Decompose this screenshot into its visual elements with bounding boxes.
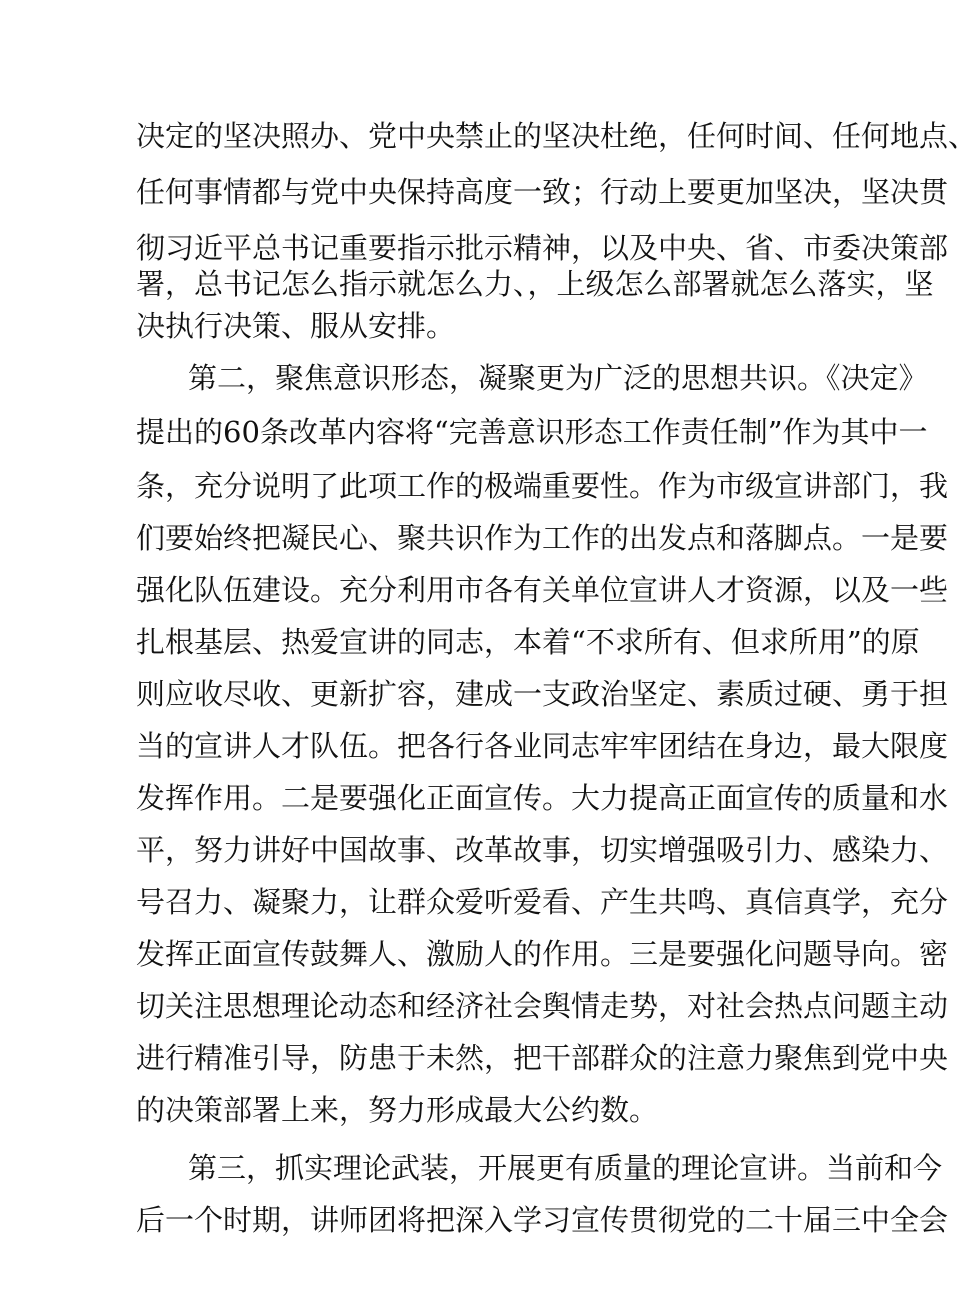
text-line-11: 扎根基层、热爱宣讲的同志，本着“不求所有、但求所用”的原 [136, 625, 920, 659]
text-line-14: 发挥作用。二是要强化正面宣传。大力提高正面宣传的质量和水 [136, 781, 949, 815]
text-line-19: 进行精准引导，防患于未然，把干部群众的注意力聚焦到党中央 [136, 1041, 949, 1075]
text-line-20: 的决策部署上来，努力形成最大公约数。 [136, 1093, 659, 1127]
text-line-7: 提出的60条改革内容将“完善意识形态工作责任制”作为其中一 [136, 415, 928, 449]
text-line-17: 发挥正面宣传鼓舞人、激励人的作用。三是要强化问题导向。密 [136, 937, 949, 971]
text-line-10: 强化队伍建设。充分利用市各有关单位宣讲人才资源，以及一些 [136, 573, 949, 607]
text-line-13: 当的宣讲人才队伍。把各行各业同志牢牢团结在身边，最大限度 [136, 729, 949, 763]
text-line-8: 条，充分说明了此项工作的极端重要性。作为市级宣讲部门，我 [136, 469, 949, 503]
text-line-12: 则应收尽收、更新扩容，建成一支政治坚定、素质过硬、勇于担 [136, 677, 949, 711]
text-line-9: 们要始终把凝民心、聚共识作为工作的出发点和落脚点。一是要 [136, 521, 949, 555]
text-line-2: 任何事情都与党中央保持高度一致；行动上要更加坚决，坚决贯 [136, 175, 949, 209]
text-line-4: 署，总书记怎么指示就怎么力、，上级怎么部署就怎么落实，坚 [136, 267, 934, 301]
text-line-22: 后一个时期，讲师团将把深入学习宣传贯彻党的二十届三中全会 [136, 1203, 949, 1237]
text-line-16: 号召力、凝聚力，让群众爱听爱看、产生共鸣、真信真学，充分 [136, 885, 949, 919]
text-line-18: 切关注思想理论动态和经济社会舆情走势，对社会热点问题主动 [136, 989, 949, 1023]
text-line-3: 彻习近平总书记重要指示批示精神，以及中央、省、市委决策部 [136, 231, 949, 265]
text-line-5: 决执行决策、服从安排。 [136, 309, 456, 343]
paragraph-3-first-line: 第三，抓实理论武装，开展更有质量的理论宣讲。当前和今 [188, 1151, 943, 1185]
paragraph-2-first-line: 第二，聚焦意识形态，凝聚更为广泛的思想共识。《决定》 [188, 361, 928, 395]
text-line-15: 平，努力讲好中国故事、改革故事，切实增强吸引力、感染力、 [136, 833, 949, 867]
text-line-1: 决定的坚决照办、党中央禁止的坚决杜绝，任何时间、任何地点、 [136, 119, 977, 153]
